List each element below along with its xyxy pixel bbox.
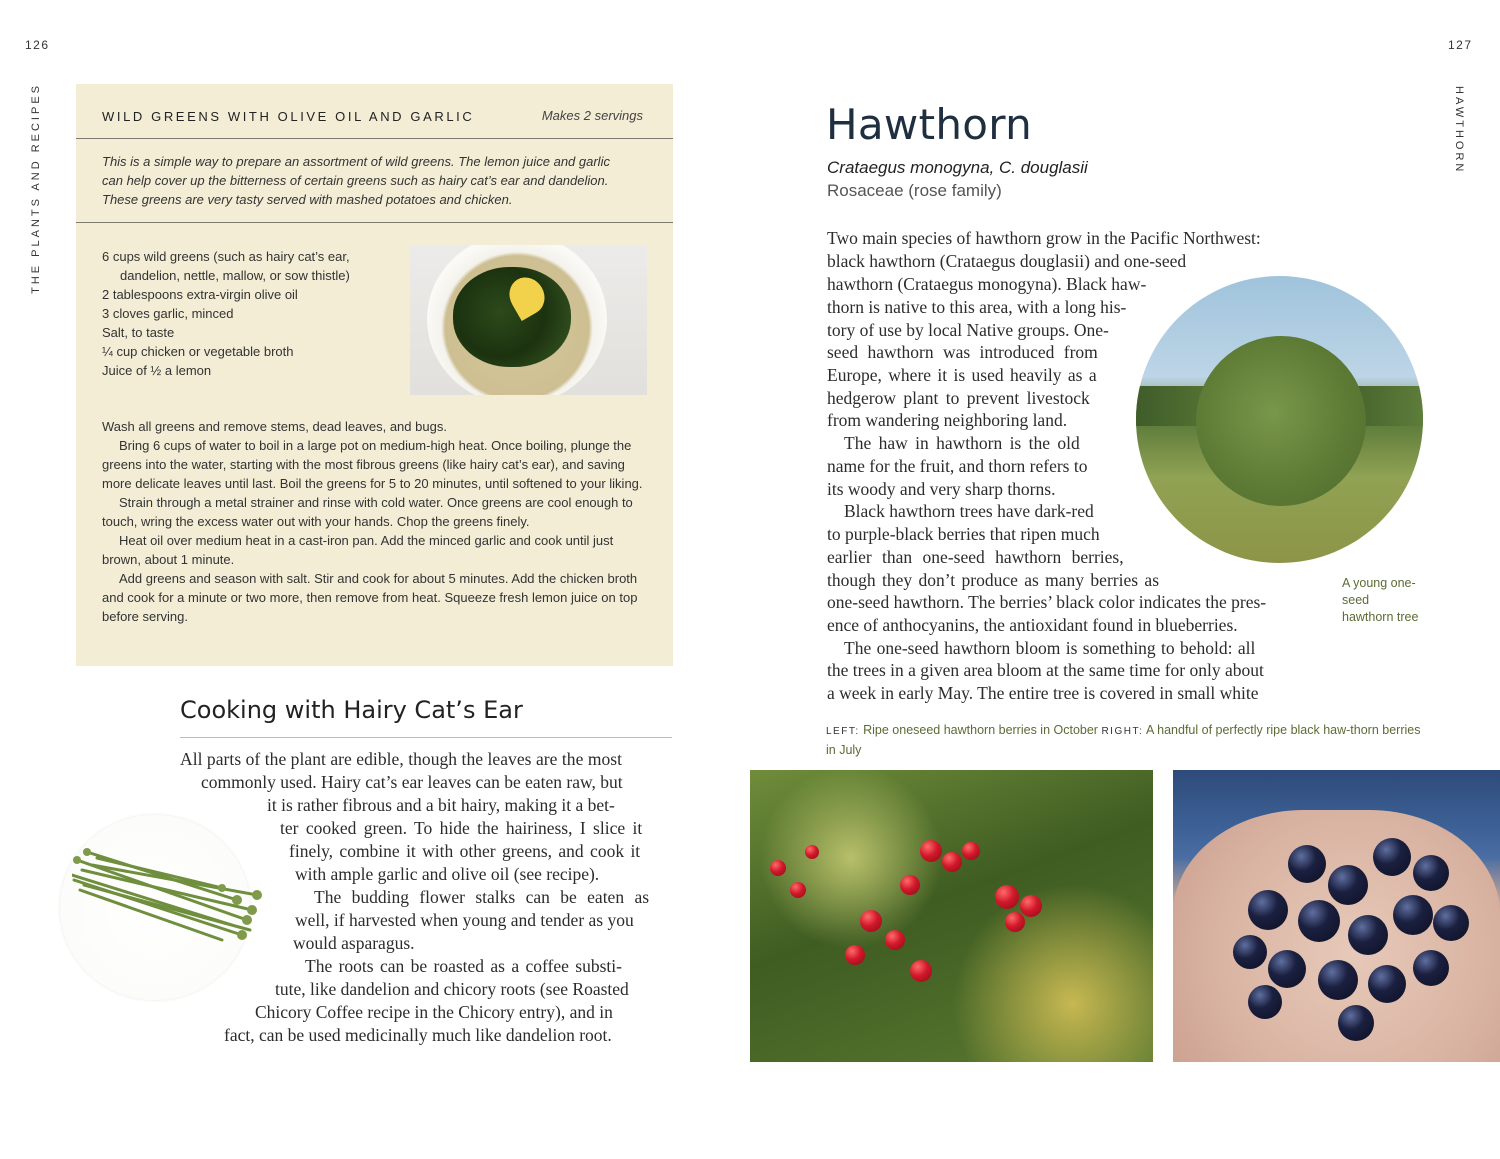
- ingredient-item: Salt, to taste: [102, 325, 175, 340]
- recipe-intro: [102, 152, 647, 209]
- body-line: would asparagus.: [293, 933, 415, 953]
- recipe-intro-line: This is a simple way to prepare an assortment of wild greens. The lemon juice and garlic: [102, 154, 610, 169]
- body-line: well, if harvested when young and tender as you: [295, 910, 634, 930]
- tree-caption: A young one-seed hawthorn tree: [1342, 576, 1419, 624]
- body-line: seed hawthorn was introduced from: [827, 342, 1098, 362]
- cooked-greens: [453, 267, 571, 367]
- black-berry: [1373, 838, 1411, 876]
- red-berry: [790, 882, 806, 898]
- method-step: Strain through a metal strainer and rinse with cold water. Once greens are cool enough to touch, wring the excess water out with your hands. Chop the greens finely.: [102, 495, 633, 529]
- black-berry: [1433, 905, 1469, 941]
- black-berry: [1268, 950, 1306, 988]
- black-berry: [1393, 895, 1433, 935]
- tree-canopy: [1196, 336, 1366, 506]
- hawthorn-tree-photo: [1136, 276, 1423, 563]
- photo-caption: [826, 721, 1426, 759]
- caption-left-text: Ripe oneseed hawthorn berries in October: [863, 723, 1098, 737]
- body-line: earlier than one-seed hawthorn berries,: [827, 547, 1124, 567]
- body-line: fact, can be used medicinally much like dandelion root.: [224, 1025, 612, 1045]
- body-line: though they don’t produce as many berries as: [827, 570, 1159, 590]
- recipe-box: [76, 84, 673, 666]
- method-step: Heat oil over medium heat in a cast-iron pan. Add the minced garlic and cook until just brown, about 1 minute.: [102, 533, 614, 567]
- black-berry: [1298, 900, 1340, 942]
- body-line: hedgerow plant to prevent livestock: [827, 388, 1090, 408]
- red-berry: [885, 930, 905, 950]
- black-berry: [1368, 965, 1406, 1003]
- red-berry: [962, 842, 980, 860]
- black-hawthorn-berries-in-hand-photo: [1173, 770, 1500, 1062]
- body-line: The haw in hawthorn is the old: [844, 433, 1080, 453]
- recipe-method: [102, 417, 650, 626]
- page-number-right: 127: [1448, 38, 1473, 52]
- black-berry: [1413, 855, 1449, 891]
- body-line: its woody and very sharp thorns.: [827, 479, 1056, 499]
- caption-left-label: LEFT:: [826, 726, 860, 737]
- recipe-servings: Makes 2 servings: [541, 108, 643, 123]
- recipe-divider: [76, 222, 673, 223]
- method-step: Wash all greens and remove stems, dead leaves, and bugs.: [102, 419, 447, 434]
- method-step: Bring 6 cups of water to boil in a large pot on medium-high heat. Once boiling, plunge the greens into the water, starting with the most fibrous greens (like hairy cat’s ear), and saving more delicate leaves until last. Boil the greens for 5 to 20 minutes, until softened to your liking.: [102, 438, 643, 491]
- recipe-header: [76, 84, 673, 139]
- flower-stalks-illustration: [72, 840, 262, 950]
- running-head-right: HAWTHORN: [1453, 86, 1465, 175]
- body-line: The roots can be roasted as a coffee substi-: [305, 956, 622, 976]
- black-berry: [1328, 865, 1368, 905]
- ingredient-item: Juice of ½ a lemon: [102, 363, 212, 378]
- body-line: Two main species of hawthorn grow in the Pacific Northwest:: [827, 228, 1261, 248]
- body-line: Chicory Coffee recipe in the Chicory entry), and in: [255, 1002, 613, 1022]
- recipe-title: WILD GREENS WITH OLIVE OIL AND GARLIC: [102, 109, 475, 124]
- body-line: The budding flower stalks can be eaten as: [314, 887, 650, 907]
- recipe-intro-line: These greens are very tasty served with mashed potatoes and chicken.: [102, 192, 513, 207]
- body-line: hawthorn (Crataegus monogyna). Black haw-: [827, 274, 1147, 294]
- running-head-left: THE PLANTS AND RECIPES: [30, 83, 42, 294]
- ingredient-item: 3 cloves garlic, minced: [102, 306, 234, 321]
- red-berry: [920, 840, 942, 862]
- body-line: finely, combine it with other greens, and cook it: [289, 841, 641, 861]
- latin-name: Crataegus monogyna, C. douglasii: [827, 158, 1088, 177]
- red-berry: [942, 852, 962, 872]
- body-line: the trees in a given area bloom at the same time for only about: [827, 660, 1264, 680]
- red-berry: [1020, 895, 1042, 917]
- body-line: tory of use by local Native groups. One-: [827, 320, 1109, 340]
- section-title: Cooking with Hairy Cat’s Ear: [180, 696, 523, 724]
- wild-greens-dish-photo: [410, 245, 647, 395]
- caption-right-text: A handful of perfectly ripe black haw-thorn berries in July: [826, 723, 1421, 757]
- black-berry: [1318, 960, 1358, 1000]
- body-line: thorn is native to this area, with a long his-: [827, 297, 1127, 317]
- red-berry: [900, 875, 920, 895]
- black-berry: [1348, 915, 1388, 955]
- body-line: tute, like dandelion and chicory roots (see Roasted: [275, 979, 629, 999]
- red-berry: [860, 910, 882, 932]
- body-line: one-seed hawthorn. The berries’ black color indicates the pres-: [827, 592, 1267, 612]
- caption-right-label: RIGHT:: [1101, 726, 1144, 737]
- ingredient-item: ¼ cup chicken or vegetable broth: [102, 344, 294, 359]
- ingredient-item: 2 tablespoons extra-virgin olive oil: [102, 287, 298, 302]
- black-berry: [1248, 890, 1288, 930]
- body-line: commonly used. Hairy cat’s ear leaves can be eaten raw, but: [201, 772, 623, 792]
- body-line: it is rather fibrous and a bit hairy, making it a bet-: [267, 795, 615, 815]
- black-berry: [1413, 950, 1449, 986]
- body-line: to purple-black berries that ripen much: [827, 524, 1100, 544]
- black-berry: [1338, 1005, 1374, 1041]
- body-line: ence of anthocyanins, the antioxidant found in blueberries.: [827, 615, 1238, 635]
- red-berry: [910, 960, 932, 982]
- black-berry: [1288, 845, 1326, 883]
- red-berry: [845, 945, 865, 965]
- red-berry: [770, 860, 786, 876]
- red-berry: [995, 885, 1019, 909]
- section-rule: [180, 737, 672, 738]
- body-line: name for the fruit, and thorn refers to: [827, 456, 1088, 476]
- plant-family: Rosaceae (rose family): [827, 181, 1002, 200]
- body-line: The one-seed hawthorn bloom is something to behold: all: [844, 638, 1256, 658]
- black-berry: [1233, 935, 1267, 969]
- ingredient-item: 6 cups wild greens (such as hairy cat’s ear, dandelion, nettle, mallow, or sow thistle): [102, 249, 350, 283]
- body-line: with ample garlic and olive oil (see recipe).: [295, 864, 600, 884]
- body-line: ter cooked green. To hide the hairiness, I slice it: [280, 818, 643, 838]
- body-line: Black hawthorn trees have dark-red: [844, 501, 1094, 521]
- red-berry: [805, 845, 819, 859]
- body-line: a week in early May. The entire tree is covered in small white: [827, 683, 1259, 703]
- body-line: from wandering neighboring land.: [827, 410, 1068, 430]
- body-line: black hawthorn (Crataegus douglasii) and one-seed: [827, 251, 1187, 271]
- body-line: All parts of the plant are edible, though the leaves are the most: [180, 749, 623, 769]
- ingredient-list: [102, 247, 402, 380]
- recipe-intro-line: can help cover up the bitterness of certain greens such as hairy cat’s ear and dandelion.: [102, 173, 609, 188]
- page-number-left: 126: [25, 38, 50, 52]
- red-berry: [1005, 912, 1025, 932]
- red-hawthorn-berries-photo: [750, 770, 1153, 1062]
- black-berry: [1248, 985, 1282, 1019]
- method-step: Add greens and season with salt. Stir and cook for about 5 minutes. Add the chicken broth and cook for a minute or two more, then remove from heat. Squeeze fresh lemon juice on top before serving.: [102, 571, 638, 624]
- species-title: Hawthorn: [826, 100, 1033, 149]
- body-line: Europe, where it is used heavily as a: [827, 365, 1097, 385]
